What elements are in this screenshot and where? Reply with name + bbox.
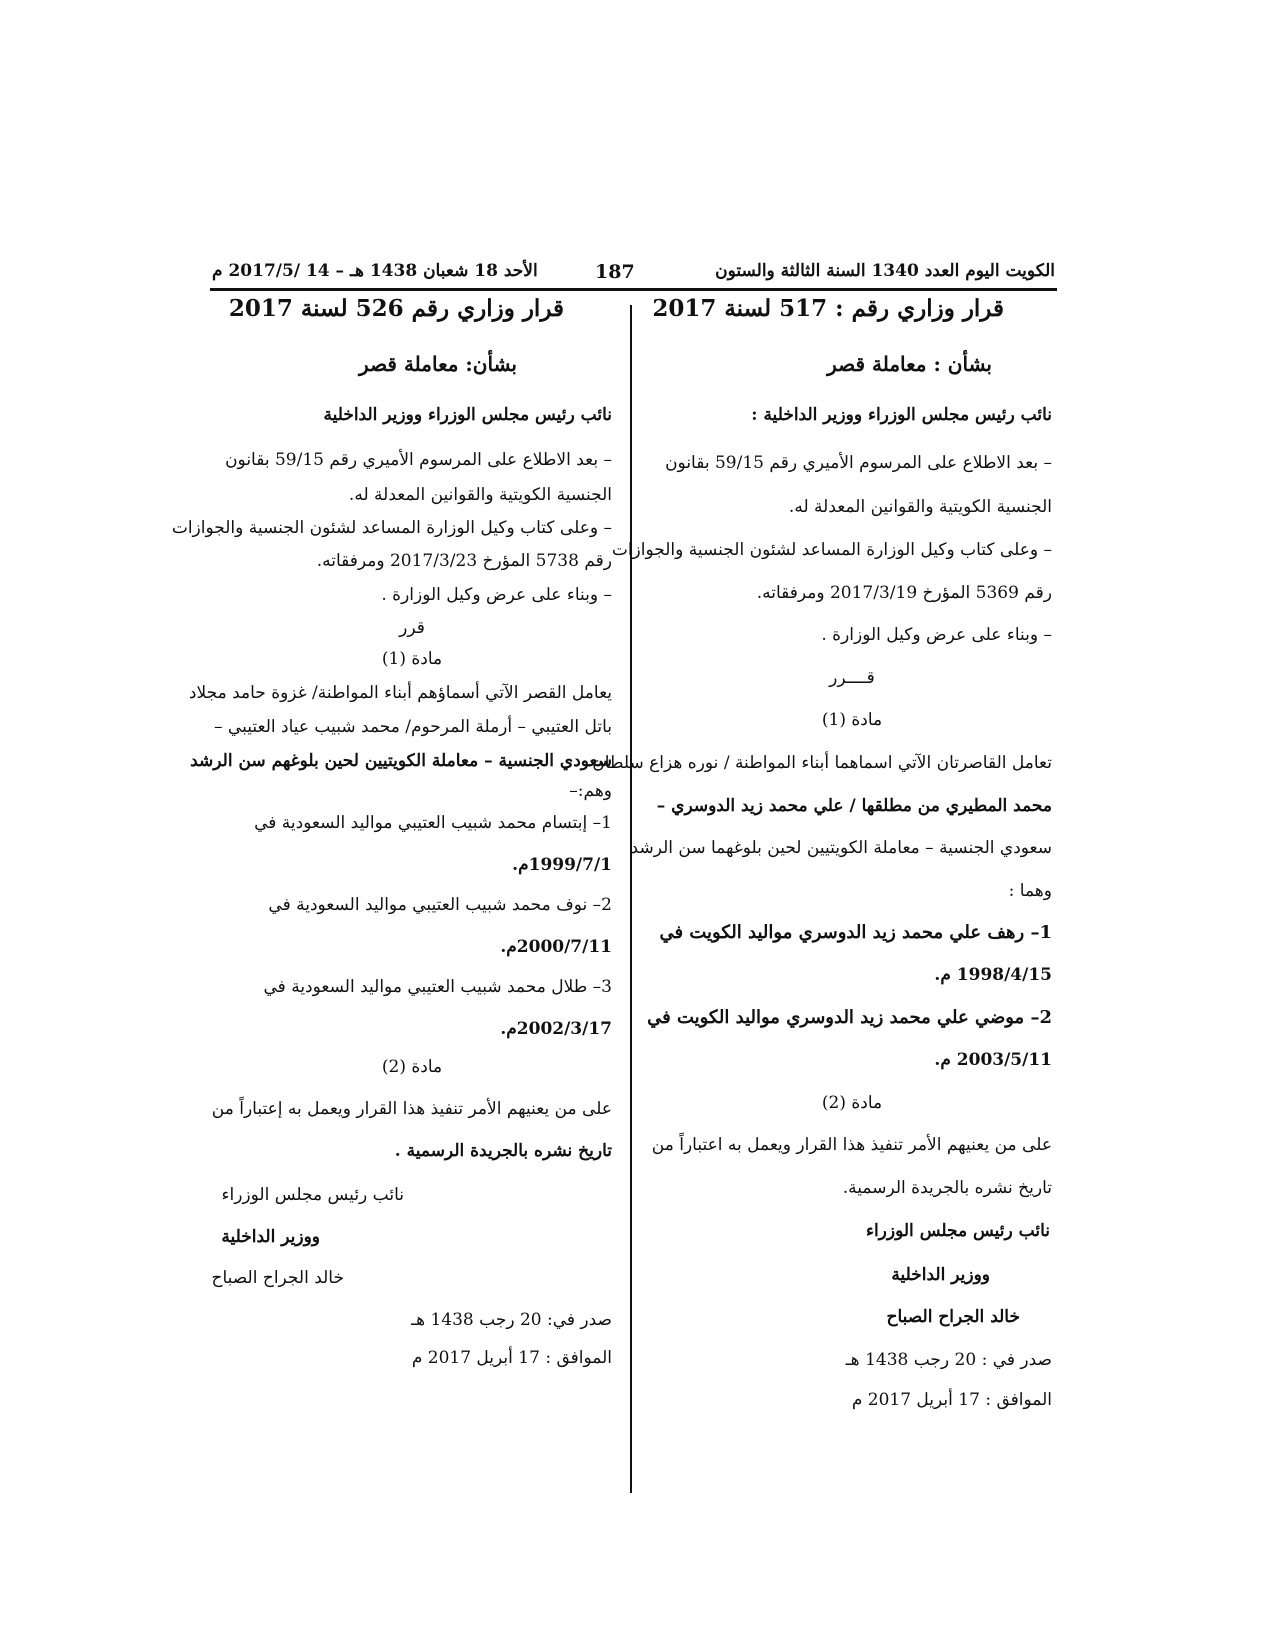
list-item: 2– موضي علي محمد زيد الدوسري مواليد الكويت في <box>647 1007 1052 1028</box>
article-heading: مادة (2) <box>821 1093 883 1113</box>
preamble-line: الجنسية الكويتية والقوانين المعدلة له. <box>788 497 1052 517</box>
list-item-date: 2002/3/17م. <box>500 1019 612 1039</box>
decision-subject: بشأن : معاملة قصر <box>827 352 992 376</box>
article-line: محمد المطيري من مطلقها / علي محمد زيد الدوسري – <box>656 796 1052 816</box>
decision-title: قرار وزاري رقم : 517 لسنة 2017 <box>652 295 1004 322</box>
signature-title-2: ووزير الداخلية <box>221 1227 320 1247</box>
list-item-date: 1998/4/15 م. <box>934 965 1052 985</box>
signature-title-2: ووزير الداخلية <box>891 1265 990 1285</box>
article-heading: مادة (1) <box>821 710 883 730</box>
header-issue-info: الكويت اليوم العدد 1340 السنة الثالثة والستون <box>715 261 1055 281</box>
article-heading: مادة (1) <box>381 649 443 669</box>
article-line: سعودي الجنسية – معاملة الكويتيين لحين بلوغهم سن الرشد <box>190 751 612 771</box>
header-date: الأحد 18 شعبان 1438 هـ – 14 /2017/5 م <box>212 261 538 281</box>
decided-heading: قرر <box>399 618 425 638</box>
preamble-line: – وبناء على عرض وكيل الوزارة . <box>381 585 612 605</box>
article-line: تاريخ نشره بالجريدة الرسمية . <box>394 1141 612 1161</box>
issued-hijri-date: صدر في : 20 رجب 1438 هـ <box>845 1350 1052 1370</box>
signature-title: نائب رئيس مجلس الوزراء <box>221 1185 404 1205</box>
preamble-line: – وبناء على عرض وكيل الوزارة . <box>821 625 1052 645</box>
preamble-line: – بعد الاطلاع على المرسوم الأميري رقم 59/15 بقانون <box>225 450 612 470</box>
article-line: سعودي الجنسية – معاملة الكويتيين لحين بلوغهما سن الرشد <box>630 838 1052 858</box>
article-line: على من يعنيهم الأمر تنفيذ هذا القرار ويعمل به إعتباراً من <box>211 1099 612 1119</box>
list-item-date: 1999/7/1م. <box>512 855 612 875</box>
article-line: وهم:– <box>569 781 612 801</box>
preamble-line: – بعد الاطلاع على المرسوم الأميري رقم 59/15 بقانون <box>665 453 1052 473</box>
article-heading: مادة (2) <box>381 1057 443 1077</box>
column-divider <box>630 305 632 1493</box>
preamble-line: – وعلى كتاب وكيل الوزارة المساعد لشئون الجنسية والجوازات <box>611 540 1052 560</box>
list-item: 1– رهف علي محمد زيد الدوسري مواليد الكويت في <box>659 922 1052 943</box>
issued-hijri-date: صدر في: 20 رجب 1438 هـ <box>411 1310 612 1330</box>
list-item: 2– نوف محمد شبيب العتيبي مواليد السعودية في <box>268 895 612 915</box>
preamble-line: رقم 5369 المؤرخ 2017/3/19 ومرفقاته. <box>756 583 1052 603</box>
list-item-date: 2003/5/11 م. <box>934 1050 1052 1070</box>
article-line: وهما : <box>1008 881 1052 901</box>
article-line: تعامل القاصرتان الآتي اسماهما أبناء المواطنة / نوره هزاع سلطان <box>592 753 1052 773</box>
list-item: 3– طلال محمد شبيب العتيبي مواليد السعودية في <box>263 977 612 997</box>
decision-subject: بشأن: معاملة قصر <box>359 352 517 376</box>
page-header <box>212 259 1055 287</box>
preamble-line: – وعلى كتاب وكيل الوزارة المساعد لشئون الجنسية والجوازات <box>171 518 612 538</box>
decision-authority: نائب رئيس مجلس الوزراء ووزير الداخلية <box>323 405 612 425</box>
header-divider <box>210 288 1057 291</box>
article-line: باتل العتيبي – أرملة المرحوم/ محمد شبيب عياد العتيبي – <box>214 717 612 737</box>
issued-gregorian-date: الموافق : 17 أبريل 2017 م <box>411 1348 612 1368</box>
decision-authority: نائب رئيس مجلس الوزراء ووزير الداخلية : <box>751 405 1052 425</box>
preamble-line: الجنسية الكويتية والقوانين المعدلة له. <box>348 485 612 505</box>
signature-name: خالد الجراح الصباح <box>886 1307 1020 1327</box>
issued-gregorian-date: الموافق : 17 أبريل 2017 م <box>851 1390 1052 1410</box>
page-number: 187 <box>595 261 635 283</box>
preamble-line: رقم 5738 المؤرخ 2017/3/23 ومرفقاته. <box>316 551 612 571</box>
signature-name: خالد الجراح الصباح <box>211 1268 344 1288</box>
list-item-date: 2000/7/11م. <box>500 937 612 957</box>
article-line: تاريخ نشره بالجريدة الرسمية. <box>842 1178 1052 1198</box>
article-line: على من يعنيهم الأمر تنفيذ هذا القرار ويعمل به اعتباراً من <box>651 1135 1052 1155</box>
article-line: يعامل القصر الآتي أسماؤهم أبناء المواطنة/ غزوة حامد مجلاد <box>188 683 612 703</box>
list-item: 1– إبتسام محمد شبيب العتيبي مواليد السعودية في <box>254 813 612 833</box>
decision-title: قرار وزاري رقم 526 لسنة 2017 <box>228 295 564 322</box>
signature-title: نائب رئيس مجلس الوزراء <box>865 1221 1050 1241</box>
decided-heading: قــــرر <box>829 668 875 688</box>
